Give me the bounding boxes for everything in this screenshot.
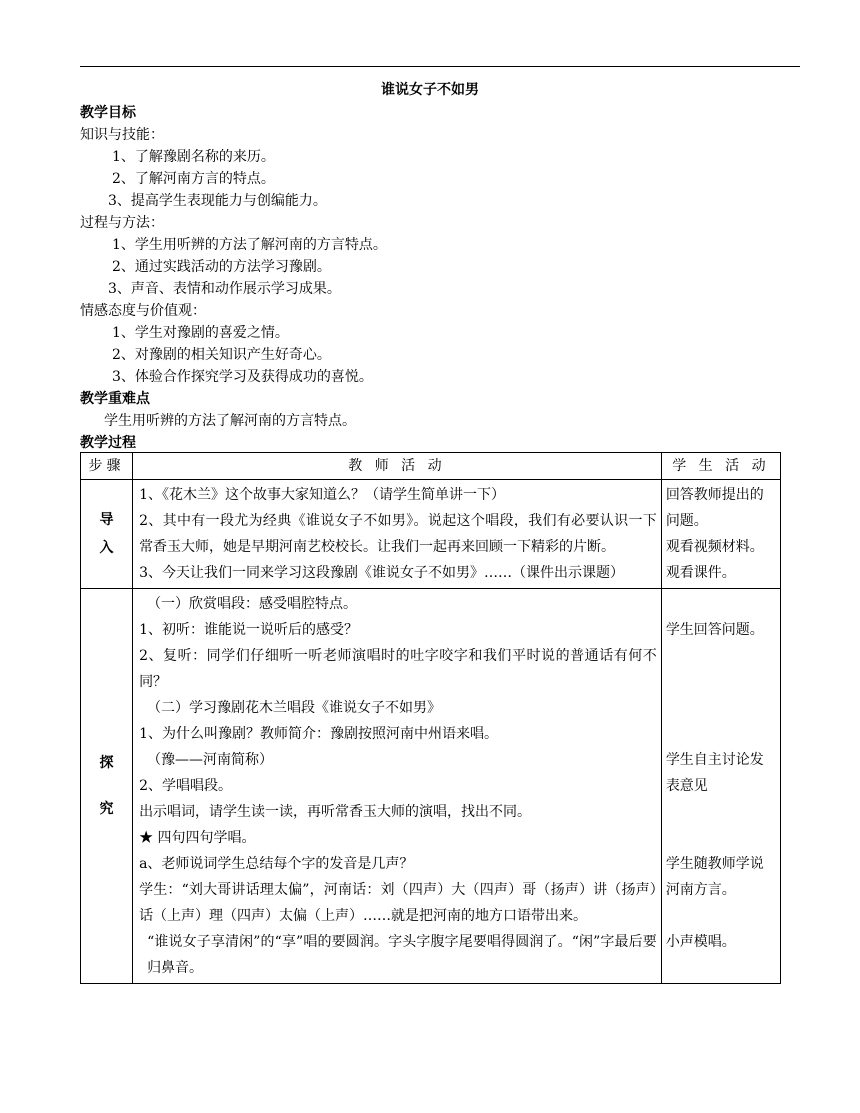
student-activity-cell bbox=[661, 480, 780, 589]
emotion-item: 3、体验合作探究学习及获得成功的喜悦。 bbox=[112, 369, 373, 385]
header-rule bbox=[80, 66, 800, 67]
teacher-activity: ★ 四句四句学唱。 bbox=[139, 830, 256, 846]
header-student: 学 生 活 动 bbox=[661, 453, 780, 480]
teacher-activity: 1、为什么叫豫剧？教师简介：豫剧按照河南中州语来唱。 bbox=[139, 726, 498, 742]
student-activity: 回答教师提出的问题。 bbox=[665, 487, 764, 529]
teacher-activity: 2、复听：同学们仔细听一听老师演唱时的吐字咬字和我们平时说的普通话有何不同？ bbox=[139, 648, 657, 690]
emotion-item: 1、学生对豫剧的喜爱之情。 bbox=[112, 325, 289, 341]
step-cell-intro bbox=[81, 480, 133, 589]
teacher-activity-cell bbox=[133, 480, 662, 589]
table-header-row bbox=[81, 453, 781, 480]
knowledge-label: 知识与技能： bbox=[80, 127, 164, 143]
knowledge-item: 3、提高学生表现能力与创编能力。 bbox=[108, 193, 327, 209]
emotion-label: 情感态度与价值观： bbox=[80, 303, 206, 319]
teacher-activity: 出示唱词，请学生读一读，再听常香玉大师的演唱，找出不同。 bbox=[139, 804, 532, 820]
objectives-heading: 教学目标 bbox=[80, 105, 136, 121]
teacher-activity: （豫——河南简称） bbox=[147, 752, 274, 768]
student-activity: 学生回答问题。 bbox=[665, 622, 764, 638]
student-activity: 学生自主讨论发表意见 bbox=[665, 752, 764, 794]
teacher-activity: 2、其中有一段尤为经典《谁说女子不如男》。说起这个唱段，我们有必要认识一下常香玉大师，她是早期河南艺校校长。让我们一起再来回顾一下精彩的片断。 bbox=[139, 513, 657, 555]
key-points-heading: 教学重难点 bbox=[80, 391, 150, 407]
teacher-activity: （一）欣赏唱段：感受唱腔特点。 bbox=[147, 596, 358, 612]
step-label: 探 bbox=[99, 755, 114, 771]
step-label: 究 bbox=[99, 801, 114, 817]
teacher-activity-cell bbox=[133, 589, 662, 984]
student-activity: 小声模唱。 bbox=[665, 934, 736, 950]
knowledge-item: 1、了解豫剧名称的来历。 bbox=[112, 149, 275, 165]
student-activity: 观看视频材料。 bbox=[665, 539, 764, 555]
teacher-activity: a、老师说词学生总结每个字的发音是几声？ bbox=[139, 856, 414, 872]
process-item: 2、通过实践活动的方法学习豫剧。 bbox=[112, 259, 331, 275]
emotion-item: 2、对豫剧的相关知识产生好奇心。 bbox=[112, 347, 331, 363]
teacher-activity: 1、《花木兰》这个故事大家知道么？（请学生简单讲一下） bbox=[139, 487, 505, 503]
student-activity-cell bbox=[661, 589, 780, 984]
step-cell-explore bbox=[81, 589, 133, 984]
student-activity: 学生随教师学说河南方言。 bbox=[665, 856, 764, 898]
step-label: 导 bbox=[99, 512, 114, 528]
process-item: 1、学生用听辨的方法了解河南的方言特点。 bbox=[112, 237, 387, 253]
teacher-activity: “谁说女子享清闲”的“享”唱的要圆润。字头字腹字尾要唱得圆润了。“闲”字最后要归鼻音。 bbox=[147, 934, 657, 976]
process-item: 3、声音、表情和动作展示学习成果。 bbox=[108, 281, 341, 297]
knowledge-item: 2、了解河南方言的特点。 bbox=[112, 171, 275, 187]
process-heading: 教学过程 bbox=[80, 435, 136, 451]
table-row bbox=[81, 480, 781, 589]
table-row bbox=[81, 589, 781, 984]
header-step: 步骤 bbox=[81, 453, 133, 480]
teacher-activity: （二）学习豫剧花木兰唱段《谁说女子不如男》 bbox=[147, 700, 442, 716]
process-label: 过程与方法： bbox=[80, 215, 164, 231]
teacher-activity: 1、初听：谁能说一说听后的感受？ bbox=[139, 622, 358, 638]
teacher-activity: 学生：“刘大哥讲话理太偏”，河南话：刘（四声）大（四声）哥（扬声）讲（扬声）话（上声）理（四声）太偏（上声）……就是把河南的地方口语带出来。 bbox=[139, 882, 657, 924]
key-points-text: 学生用听辨的方法了解河南的方言特点。 bbox=[104, 413, 356, 429]
step-label: 入 bbox=[99, 540, 114, 556]
student-activity: 观看课件。 bbox=[665, 565, 736, 581]
teacher-activity: 3、今天让我们一同来学习这段豫剧《谁说女子不如男》……（课件出示课题） bbox=[139, 565, 624, 581]
teacher-activity: 2、学唱唱段。 bbox=[139, 778, 232, 794]
objectives-section bbox=[80, 102, 800, 454]
teaching-process-table bbox=[80, 452, 781, 984]
document-title: 谁说女子不如男 bbox=[381, 82, 479, 98]
header-teacher: 教 师 活 动 bbox=[133, 453, 662, 480]
